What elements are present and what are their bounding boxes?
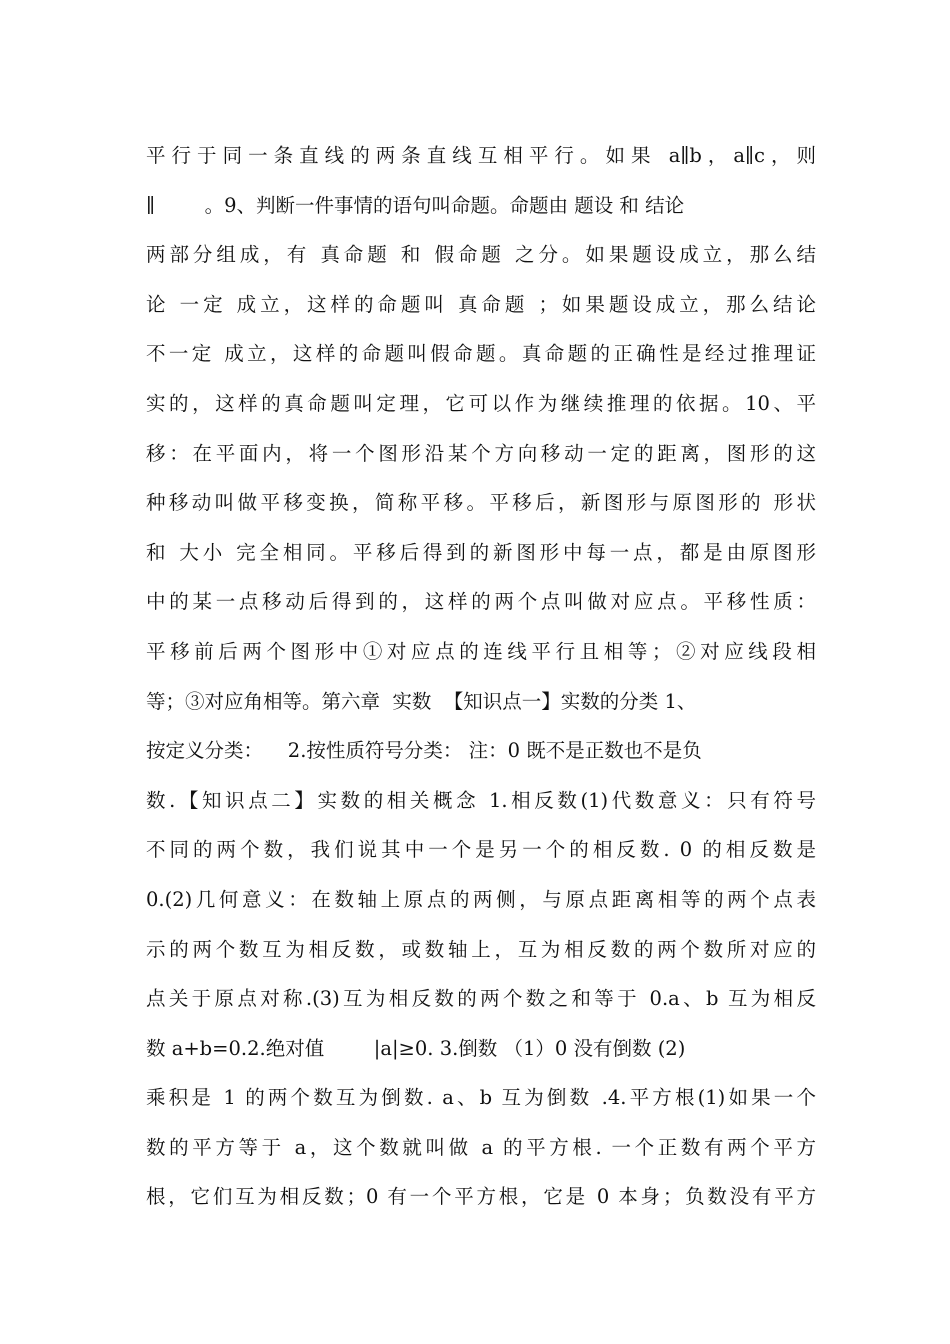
text-line: 实的，这样的真命题叫定理，它可以作为继续推理的依据。10、平 — [146, 391, 816, 415]
text-line: 按定义分类： 2.按性质符号分类： 注：0 既不是正数也不是负 — [146, 739, 702, 763]
text-line: ∥ 。9、判断一件事情的语句叫命题。命题由 题设 和 结论 — [146, 193, 685, 217]
text-line: 中的某一点移动后得到的，这样的两个点叫做对应点。平移性质： — [146, 590, 816, 614]
text-line: 平移前后两个图形中①对应点的连线平行且相等；②对应线段相 — [146, 639, 816, 663]
text-line: 不同的两个数，我们说其中一个是另一个的相反数. 0 的相反数是 — [146, 838, 816, 862]
text-body — [146, 131, 816, 1222]
text-line: 点关于原点对称.(3)互为相反数的两个数之和等于 0.a、b 互为相反 — [146, 987, 816, 1011]
text-line: 0.(2)几何意义：在数轴上原点的两侧，与原点距离相等的两个点表 — [146, 887, 816, 911]
text-line: 不一定 成立，这样的命题叫假命题。真命题的正确性是经过推理证 — [146, 342, 816, 366]
text-line: 示的两个数互为相反数，或数轴上，互为相反数的两个数所对应的 — [146, 937, 816, 961]
text-line: 数 a+b=0.2.绝对值 |a|≥0. 3.倒数 （1）0 没有倒数 (2) — [146, 1036, 686, 1060]
text-line: 平行于同一条直线的两条直线互相平行。如果 a∥b，a∥c，则 — [146, 144, 816, 167]
text-line: 移：在平面内，将一个图形沿某个方向移动一定的距离，图形的这 — [146, 441, 816, 465]
text-line: 和 大小 完全相同。平移后得到的新图形中每一点，都是由原图形 — [146, 540, 816, 564]
text-line: 根，它们互为相反数；0 有一个平方根，它是 0 本身；负数没有平方 — [146, 1185, 816, 1209]
text-line: 数.【知识点二】实数的相关概念 1.相反数(1)代数意义：只有符号 — [146, 788, 816, 812]
text-line: 论 一定 成立，这样的命题叫 真命题 ；如果题设成立，那么结论 — [146, 292, 816, 316]
text-line: 乘积是 1 的两个数互为倒数. a、b 互为倒数 .4.平方根(1)如果一个 — [146, 1086, 816, 1110]
text-line: 种移动叫做平移变换，简称平移。平移后，新图形与原图形的 形状 — [146, 491, 816, 515]
text-line: 两部分组成，有 真命题 和 假命题 之分。如果题设成立，那么结 — [146, 243, 816, 267]
text-line: 数的平方等于 a，这个数就叫做 a 的平方根. 一个正数有两个平方 — [146, 1135, 816, 1159]
text-line: 等；③对应角相等。第六章 实数 【知识点一】实数的分类 1、 — [146, 689, 697, 713]
